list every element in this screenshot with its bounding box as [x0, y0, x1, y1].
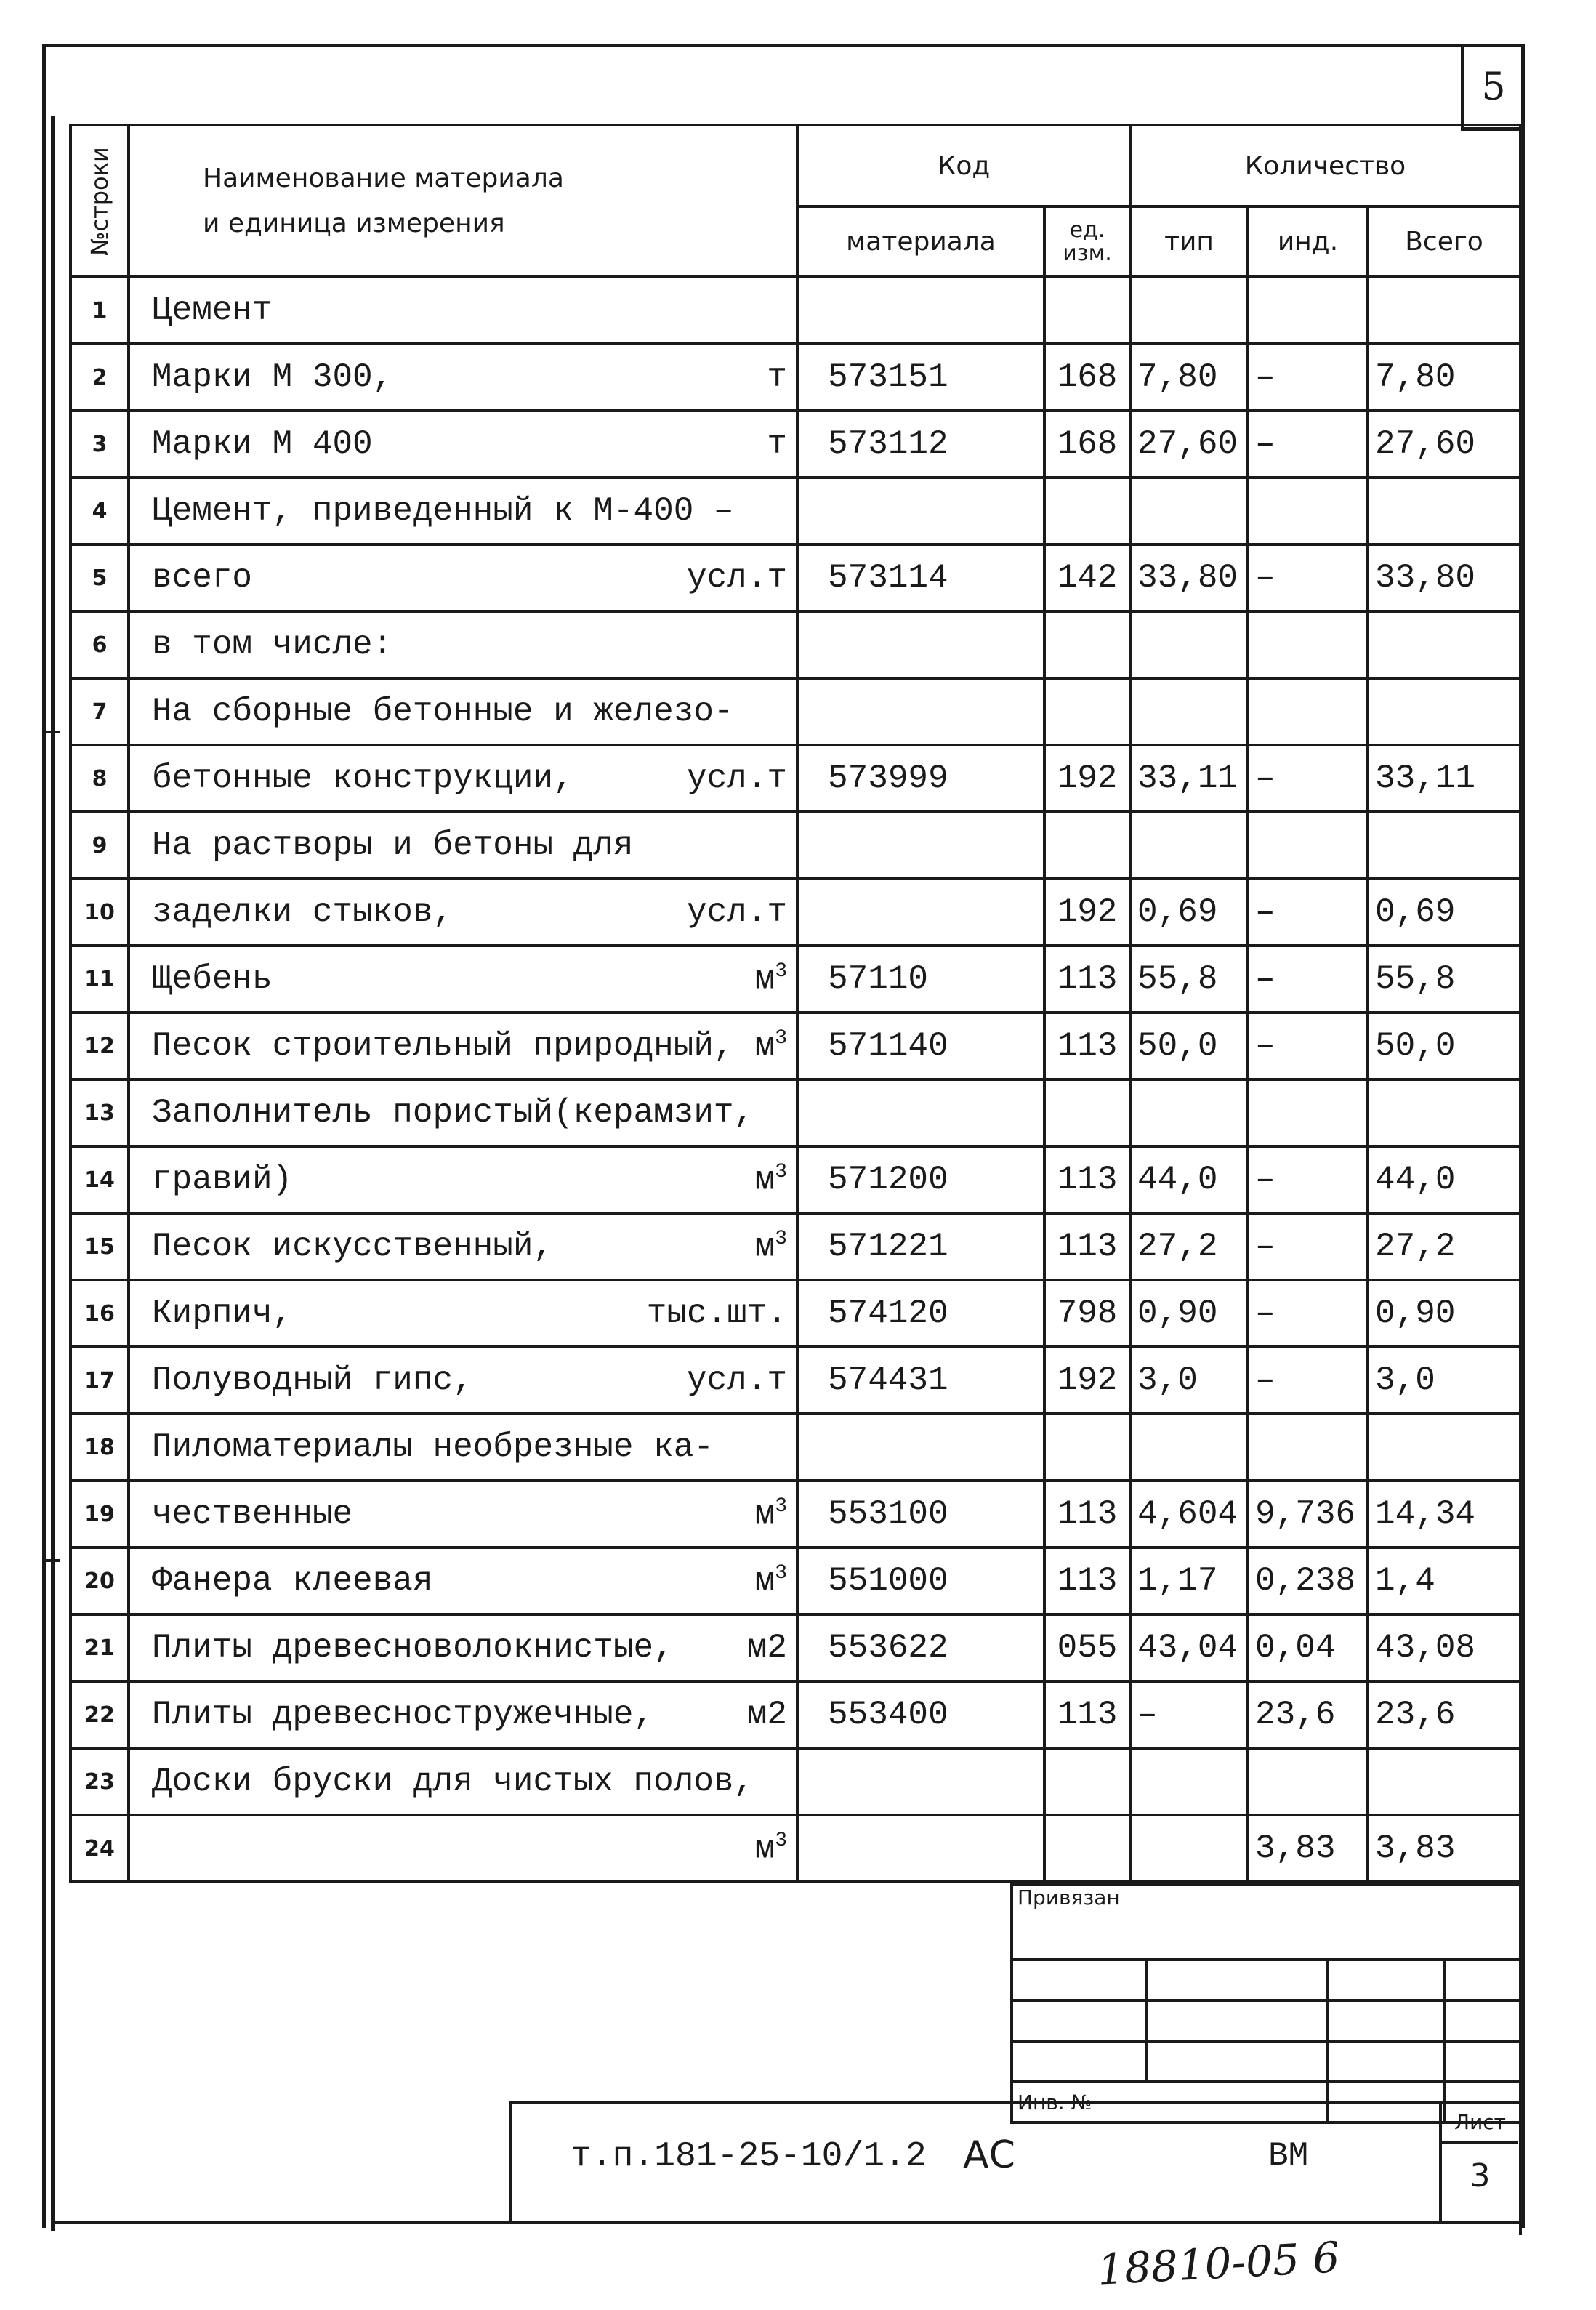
- table-row: [70, 1614, 1520, 1681]
- material-name: [129, 1815, 797, 1882]
- material-code: 573112: [797, 411, 1044, 478]
- material-code: 553400: [797, 1681, 1044, 1748]
- material-unit: усл.т: [686, 893, 787, 931]
- approval-stamp: [1010, 1883, 1522, 2124]
- qty-ind: 3,83: [1248, 1815, 1368, 1882]
- qty-total: [1368, 611, 1520, 678]
- material-code: 571200: [797, 1146, 1044, 1213]
- material-code: 573114: [797, 544, 1044, 611]
- table-row: [70, 1414, 1520, 1481]
- qty-total: 50,0: [1368, 1013, 1520, 1079]
- bottom-border: [51, 2221, 1519, 2224]
- qty-total: 43,08: [1368, 1614, 1520, 1681]
- qty-ind: [1248, 478, 1368, 544]
- table-row: [70, 478, 1520, 544]
- qty-total: [1368, 1748, 1520, 1815]
- qty-type: –: [1130, 1681, 1248, 1748]
- unit-code: 192: [1044, 1347, 1130, 1414]
- qty-ind: –: [1248, 411, 1368, 478]
- row-number: 21: [70, 1614, 129, 1681]
- inv-label: Инв. №: [1012, 2082, 1328, 2122]
- material-name-text: гравий): [152, 1160, 293, 1199]
- table-row: [70, 1347, 1520, 1414]
- material-name: [129, 277, 797, 344]
- section-mark: АС: [963, 2133, 1015, 2177]
- material-name-text: На растворы и бетоны для: [152, 826, 634, 864]
- material-name-text: Плиты древесностружечные,: [152, 1696, 654, 1734]
- qty-type: 33,80: [1130, 544, 1248, 611]
- unit-code: [1044, 1079, 1130, 1146]
- material-code: 551000: [797, 1548, 1044, 1614]
- material-unit: м2: [746, 1696, 787, 1734]
- qty-type: [1130, 1748, 1248, 1815]
- material-name-text: Кирпич,: [152, 1295, 293, 1332]
- header-name: Наименование материала и единица измерения: [129, 125, 797, 277]
- unit-code: [1044, 277, 1130, 344]
- qty-ind: –: [1248, 1146, 1368, 1213]
- unit-code: 113: [1044, 1481, 1130, 1548]
- table-row: [70, 946, 1520, 1013]
- material-unit: $м^3$: [754, 959, 787, 999]
- material-name: [129, 812, 797, 879]
- qty-ind: 0,04: [1248, 1614, 1368, 1681]
- material-unit: $м^3$: [754, 1227, 787, 1266]
- material-code: [797, 1079, 1044, 1146]
- row-number: 24: [70, 1815, 129, 1882]
- qty-ind: –: [1248, 344, 1368, 411]
- material-name: [129, 1280, 797, 1347]
- qty-total: 33,11: [1368, 745, 1520, 812]
- binding-line: [51, 116, 55, 2231]
- qty-type: [1130, 1079, 1248, 1146]
- material-code: [797, 678, 1044, 745]
- unit-code: 055: [1044, 1614, 1130, 1681]
- unit-code: 113: [1044, 946, 1130, 1013]
- table-row: [70, 1079, 1520, 1146]
- qty-ind: [1248, 1414, 1368, 1481]
- material-name: [129, 1013, 797, 1079]
- table-row: [70, 1213, 1520, 1280]
- qty-type: 27,2: [1130, 1213, 1248, 1280]
- material-code: 573151: [797, 344, 1044, 411]
- material-unit: т: [767, 425, 787, 463]
- unit-code: 168: [1044, 411, 1130, 478]
- header-type: тип: [1130, 206, 1248, 277]
- material-name-text: Марки М 300,: [152, 358, 393, 396]
- table-row: [70, 745, 1520, 812]
- header-code: Код: [797, 125, 1130, 206]
- material-name-text: Плиты древесноволокнистые,: [152, 1629, 674, 1667]
- material-code: [797, 1414, 1044, 1481]
- qty-total: [1368, 277, 1520, 344]
- sheet-box: [1439, 2104, 1518, 2221]
- unit-code: [1044, 678, 1130, 745]
- row-number: 22: [70, 1681, 129, 1748]
- sheet-number: 3: [1470, 2157, 1491, 2194]
- qty-type: 1,17: [1130, 1548, 1248, 1614]
- qty-total: 3,0: [1368, 1347, 1520, 1414]
- material-name-text: На сборные бетонные и железо-: [152, 693, 734, 731]
- header-total: Всего: [1368, 206, 1520, 277]
- material-unit: м2: [746, 1629, 787, 1667]
- qty-ind: 23,6: [1248, 1681, 1368, 1748]
- material-code: 571140: [797, 1013, 1044, 1079]
- unit-code: 798: [1044, 1280, 1130, 1347]
- page-number: 5: [1461, 47, 1523, 131]
- sheet-label: Лист: [1442, 2104, 1518, 2144]
- row-number: 9: [70, 812, 129, 879]
- table-row: [70, 411, 1520, 478]
- row-number: 12: [70, 1013, 129, 1079]
- table-row: [70, 277, 1520, 344]
- row-number: 8: [70, 745, 129, 812]
- qty-type: 55,8: [1130, 946, 1248, 1013]
- row-number: 6: [70, 611, 129, 678]
- row-number: 2: [70, 344, 129, 411]
- unit-code: [1044, 1815, 1130, 1882]
- material-name-text: всего: [152, 559, 253, 597]
- material-name-text: Фанера клеевая: [152, 1561, 433, 1600]
- material-name: [129, 1146, 797, 1213]
- material-name: [129, 678, 797, 745]
- row-number: 18: [70, 1414, 129, 1481]
- material-name: [129, 946, 797, 1013]
- material-code: [797, 478, 1044, 544]
- table-row: [70, 611, 1520, 678]
- table-row: [70, 1481, 1520, 1548]
- material-name-text: бетонные конструкции,: [152, 760, 573, 797]
- material-code: [797, 1815, 1044, 1882]
- qty-total: 14,34: [1368, 1481, 1520, 1548]
- unit-code: 113: [1044, 1548, 1130, 1614]
- material-code: 574120: [797, 1280, 1044, 1347]
- material-unit: $м^3$: [754, 1160, 787, 1199]
- unit-code: 113: [1044, 1213, 1130, 1280]
- qty-type: [1130, 1815, 1248, 1882]
- material-unit: $м^3$: [754, 1829, 787, 1868]
- material-code: [797, 812, 1044, 879]
- material-name: [129, 745, 797, 812]
- material-name: [129, 411, 797, 478]
- material-code: 553622: [797, 1614, 1044, 1681]
- material-name: [129, 1681, 797, 1748]
- qty-ind: [1248, 1748, 1368, 1815]
- material-name: [129, 1079, 797, 1146]
- qty-type: 27,60: [1130, 411, 1248, 478]
- table-row: [70, 1681, 1520, 1748]
- qty-total: 55,8: [1368, 946, 1520, 1013]
- material-name-text: Марки М 400: [152, 425, 373, 463]
- material-name: [129, 344, 797, 411]
- material-code: [797, 879, 1044, 946]
- qty-total: [1368, 678, 1520, 745]
- row-number: 15: [70, 1213, 129, 1280]
- table-row: [70, 879, 1520, 946]
- material-name: [129, 611, 797, 678]
- material-name: [129, 1748, 797, 1815]
- material-name: [129, 1213, 797, 1280]
- table-row: [70, 544, 1520, 611]
- qty-ind: –: [1248, 1013, 1368, 1079]
- material-name-text: в том числе:: [152, 626, 393, 664]
- unit-code: [1044, 478, 1130, 544]
- qty-type: 33,11: [1130, 745, 1248, 812]
- qty-ind: –: [1248, 879, 1368, 946]
- material-unit: т: [767, 358, 787, 396]
- qty-total: [1368, 1414, 1520, 1481]
- qty-ind: 0,238: [1248, 1548, 1368, 1614]
- material-code: 571221: [797, 1213, 1044, 1280]
- row-number: 1: [70, 277, 129, 344]
- material-unit: усл.т: [686, 559, 787, 597]
- qty-total: 27,60: [1368, 411, 1520, 478]
- row-number: 10: [70, 879, 129, 946]
- row-number: 11: [70, 946, 129, 1013]
- material-code: [797, 611, 1044, 678]
- header-material: материала: [797, 206, 1044, 277]
- qty-type: 3,0: [1130, 1347, 1248, 1414]
- material-name-text: Доски бруски для чистых полов,: [152, 1763, 754, 1800]
- qty-total: 33,80: [1368, 544, 1520, 611]
- header-unit: ед. изм.: [1044, 206, 1130, 277]
- material-unit: $м^3$: [754, 1494, 787, 1534]
- table-row: [70, 344, 1520, 411]
- qty-total: [1368, 478, 1520, 544]
- material-code: 574431: [797, 1347, 1044, 1414]
- qty-ind: [1248, 1079, 1368, 1146]
- material-name-text: Песок искусственный,: [152, 1227, 554, 1265]
- header-ind: инд.: [1248, 206, 1368, 277]
- unit-code: 168: [1044, 344, 1130, 411]
- qty-total: 7,80: [1368, 344, 1520, 411]
- material-unit: усл.т: [686, 760, 787, 797]
- unit-code: 113: [1044, 1013, 1130, 1079]
- qty-ind: –: [1248, 544, 1368, 611]
- qty-total: [1368, 812, 1520, 879]
- material-unit: усл.т: [686, 1361, 787, 1399]
- row-number: 23: [70, 1748, 129, 1815]
- material-name-text: Щебень: [152, 959, 273, 998]
- material-code: 573999: [797, 745, 1044, 812]
- material-name: [129, 879, 797, 946]
- row-number: 17: [70, 1347, 129, 1414]
- table-row: [70, 1748, 1520, 1815]
- row-number: 14: [70, 1146, 129, 1213]
- material-code: 553100: [797, 1481, 1044, 1548]
- qty-type: 50,0: [1130, 1013, 1248, 1079]
- title-block: [509, 2101, 1523, 2224]
- qty-type: [1130, 611, 1248, 678]
- table-row: [70, 1815, 1520, 1882]
- material-unit: тыс.шт.: [646, 1295, 787, 1332]
- table-row: [70, 812, 1520, 879]
- qty-ind: –: [1248, 1213, 1368, 1280]
- qty-ind: [1248, 812, 1368, 879]
- material-name-text: заделки стыков,: [152, 893, 454, 931]
- qty-type: 4,604: [1130, 1481, 1248, 1548]
- qty-total: 3,83: [1368, 1815, 1520, 1882]
- qty-ind: –: [1248, 1280, 1368, 1347]
- qty-ind: –: [1248, 946, 1368, 1013]
- qty-ind: 9,736: [1248, 1481, 1368, 1548]
- header-quantity: Количество: [1130, 125, 1520, 206]
- qty-type: [1130, 812, 1248, 879]
- row-number: 13: [70, 1079, 129, 1146]
- qty-total: [1368, 1079, 1520, 1146]
- qty-type: 0,69: [1130, 879, 1248, 946]
- unit-code: 192: [1044, 879, 1130, 946]
- material-name-text: Песок строительный природный,: [152, 1026, 734, 1065]
- table-row: [70, 1280, 1520, 1347]
- unit-code: 192: [1044, 745, 1130, 812]
- qty-type: 0,90: [1130, 1280, 1248, 1347]
- qty-type: [1130, 1414, 1248, 1481]
- material-name: [129, 544, 797, 611]
- header-row-no: №строки: [70, 125, 129, 277]
- row-number: 5: [70, 544, 129, 611]
- linked-label: Привязан: [1012, 1884, 1520, 1960]
- qty-type: 43,04: [1130, 1614, 1248, 1681]
- unit-code: [1044, 1414, 1130, 1481]
- row-number: 4: [70, 478, 129, 544]
- unit-code: [1044, 611, 1130, 678]
- qty-ind: [1248, 678, 1368, 745]
- qty-total: 1,4: [1368, 1548, 1520, 1614]
- unit-code: 113: [1044, 1681, 1130, 1748]
- sheet-type: ВМ: [1268, 2137, 1309, 2175]
- row-number: 3: [70, 411, 129, 478]
- qty-total: 23,6: [1368, 1681, 1520, 1748]
- unit-code: 142: [1044, 544, 1130, 611]
- handwritten-number: 18810-05 6: [1096, 2232, 1341, 2295]
- row-number: 20: [70, 1548, 129, 1614]
- table-row: [70, 678, 1520, 745]
- material-code: [797, 1748, 1044, 1815]
- materials-table: [69, 124, 1522, 1883]
- material-name-text: Цемент: [152, 291, 273, 329]
- qty-total: 0,69: [1368, 879, 1520, 946]
- row-number: 19: [70, 1481, 129, 1548]
- material-name: [129, 1481, 797, 1548]
- material-name-text: Пиломатериалы необрезные ка-: [152, 1428, 714, 1466]
- material-name: [129, 1414, 797, 1481]
- unit-code: 113: [1044, 1146, 1130, 1213]
- qty-ind: –: [1248, 745, 1368, 812]
- table-row: [70, 1146, 1520, 1213]
- material-code: 57110: [797, 946, 1044, 1013]
- qty-ind: –: [1248, 1347, 1368, 1414]
- table-row: [70, 1013, 1520, 1079]
- qty-ind: [1248, 277, 1368, 344]
- qty-total: 27,2: [1368, 1213, 1520, 1280]
- document-code: т.п.181-25-10/1.2: [571, 2137, 927, 2176]
- material-name: [129, 1614, 797, 1681]
- qty-type: [1130, 277, 1248, 344]
- material-name-text: Цемент, приведенный к М-400 –: [152, 492, 734, 530]
- qty-ind: [1248, 611, 1368, 678]
- row-number: 7: [70, 678, 129, 745]
- qty-total: 44,0: [1368, 1146, 1520, 1213]
- qty-type: [1130, 678, 1248, 745]
- material-name-text: Заполнитель пористый(керамзит,: [152, 1094, 754, 1132]
- material-name: [129, 1347, 797, 1414]
- qty-type: 44,0: [1130, 1146, 1248, 1213]
- margin-tick: [42, 731, 60, 733]
- material-name: [129, 1548, 797, 1614]
- material-unit: $м^3$: [754, 1561, 787, 1601]
- row-number: 16: [70, 1280, 129, 1347]
- material-name: [129, 478, 797, 544]
- material-name-text: Полуводный гипс,: [152, 1361, 473, 1399]
- qty-total: 0,90: [1368, 1280, 1520, 1347]
- table-row: [70, 1548, 1520, 1614]
- material-unit: $м^3$: [754, 1026, 787, 1066]
- qty-type: [1130, 478, 1248, 544]
- qty-type: 7,80: [1130, 344, 1248, 411]
- material-name-text: чественные: [152, 1494, 353, 1533]
- material-code: [797, 277, 1044, 344]
- unit-code: [1044, 812, 1130, 879]
- unit-code: [1044, 1748, 1130, 1815]
- margin-tick: [42, 1559, 60, 1562]
